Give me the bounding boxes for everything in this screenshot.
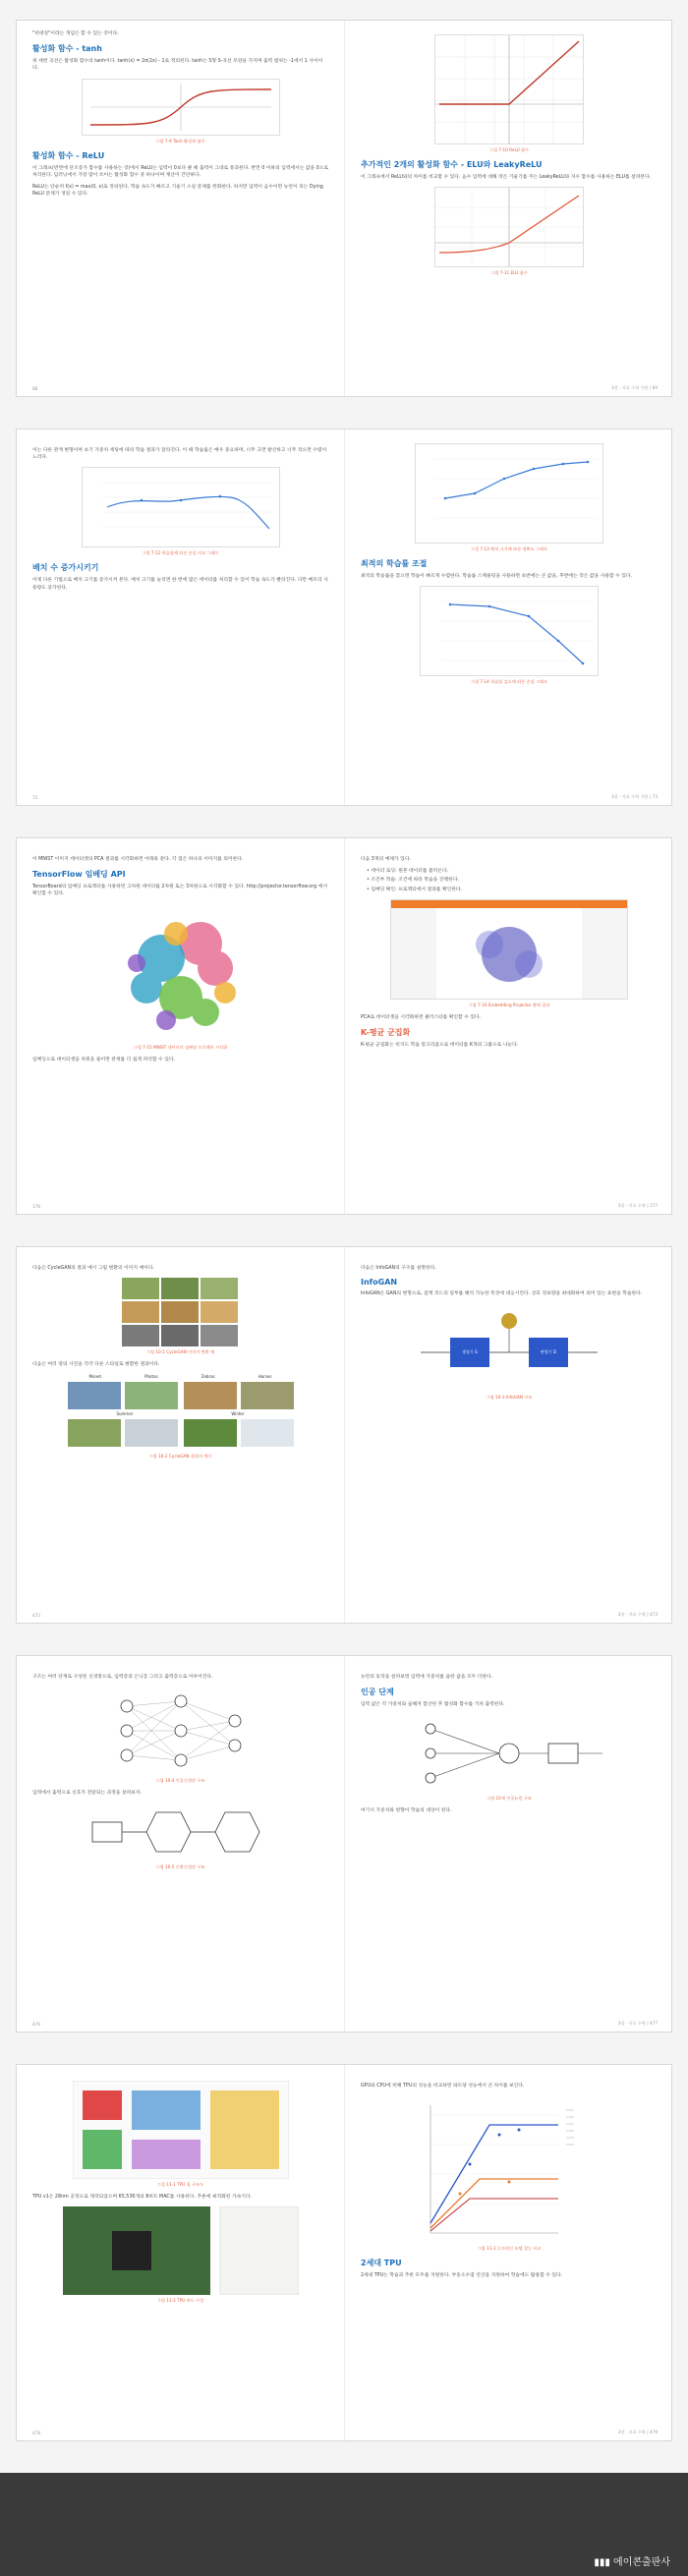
- example-labels-row: [68, 1411, 294, 1416]
- spread-3: [16, 837, 672, 1215]
- cyclegan-grid-figure: [122, 1278, 240, 1346]
- caption: 그림 10-3 InfoGAN 구조: [486, 1395, 533, 1401]
- tanh-chart: [83, 80, 279, 135]
- paragraph: 뉴런의 동작을 살펴보면 입력에 가중치를 곱한 값을 모두 더한다.: [361, 1675, 493, 1680]
- paragraph: 구조는 여러 단계로 구성된 신경망으로, 입력층과 은닉층 그리고 출력층으로 이루어진다.: [32, 1675, 213, 1680]
- caption: 그림 7-10 ReLU 함수: [488, 147, 530, 152]
- paragraph: ReLU는 단순히 f(x) = max(0, x)로 정의된다. 학습 속도가 빠르고 기울기 소실 문제를 완화한다. 하지만 입력이 음수이면 뉴런이 죽는 Dying ReLU 문제가 생길 수 있다.: [32, 185, 323, 198]
- loss-figure: [82, 467, 280, 547]
- publisher-logo: [594, 2553, 670, 2568]
- heading-lr: 최적의 학습률 조절: [361, 559, 428, 568]
- roofline-figure: [411, 2095, 607, 2243]
- heading-kmeans: K-평균 군집화: [361, 1028, 411, 1038]
- paragraph: 2세대 TPU는 학습과 추론 모두를 지원한다. 부동소수점 연산을 지원하여 학습에도 활용할 수 있다.: [361, 2273, 563, 2279]
- paragraph: 다음은 여러 장의 사진을 각각 다른 스타일로 변환한 결과이다.: [32, 1362, 160, 1368]
- discriminator-box-label: 판별기 D: [541, 1349, 556, 1355]
- heading-batch: 배치 수 증가시키기: [32, 563, 99, 573]
- bullet-item: • 임베딩 확인: 프로젝터에서 결과를 확인한다.: [367, 887, 463, 892]
- caption: 그림 7-13 배치 크기에 따른 정확도 그래프: [470, 546, 548, 551]
- paragraph: TensorBoard의 임베딩 프로젝터를 사용하면 고차원 데이터를 2차원 또는 3차원으로 시각화할 수 있다. http://projector.tensorflow.org 에서 확인할 수 있다.: [32, 885, 327, 897]
- paragraph: 다음은 CycleGAN의 결과 예시 그림 변환의 이미지 예이다.: [32, 1266, 154, 1271]
- paragraph: 이 MNIST 이미지 데이터셋의 PCA 결과를 시각화하면 아래와 같다. 각 점은 하나의 이미지를 의미한다.: [32, 857, 244, 862]
- page-69: [345, 21, 673, 396]
- paragraph: InfoGAN은 GAN의 변형으로, 잠재 코드의 일부를 해석 가능한 특징에 대응시킨다. 상호 정보량을 최대화하여 의미 있는 표현을 학습한다.: [361, 1291, 643, 1297]
- spread-1: [16, 20, 672, 397]
- paragraph: K-평균 군집화는 비지도 학습 알고리즘으로 데이터를 K개의 그룹으로 나눈다.: [361, 1043, 519, 1049]
- caption: 그림 7-12 학습률에 따른 손실 비교 그래프: [142, 550, 219, 556]
- caption: 그림 11-1 TPU 칩 구조도: [156, 2182, 204, 2187]
- example-labels-row: [68, 1374, 294, 1379]
- page-68: [17, 21, 345, 396]
- footer-bar: [0, 2473, 688, 2576]
- page-number: 3장 · 자료 수학 | 177: [617, 1203, 658, 1208]
- bullet-item: • 조건부 학습: 조건에 따라 학습을 진행한다.: [367, 878, 459, 884]
- caption: 그림 7-15 MNIST 데이터의 임베딩 프로젝터 시각화: [133, 1044, 228, 1050]
- page-473: [345, 1247, 673, 1623]
- caption: 그림 10-4 인공신경망 구조: [155, 1778, 205, 1784]
- page-number: 72: [32, 795, 38, 800]
- paragraph: 이 그래프에서 ReLU와의 차이를 비교할 수 있다. 음수 입력에 대해 작은 기울기를 주는 LeakyReLU와 지수 함수를 사용하는 ELU를 살펴본다.: [361, 175, 652, 180]
- page-472: [17, 1247, 345, 1623]
- projector-ui: [391, 900, 627, 999]
- paragraph: TPU v1은 28nm 공정으로 제작되었으며 65,536개의 8비트 MAC를 사용한다. 추론에 최적화된 가속기다.: [32, 2195, 253, 2200]
- example-label: Summer: [116, 1411, 134, 1417]
- caption: 그림 11-2 TPU 보드 구성: [156, 2298, 204, 2304]
- paragraph: 다음은 InfoGAN의 구조를 설명한다.: [361, 1266, 436, 1271]
- caption: 그림 7-11 ELU 함수: [490, 270, 528, 276]
- page-72: [17, 429, 345, 805]
- tpu-block-diagram: [73, 2081, 289, 2179]
- page-number: 476: [32, 2022, 40, 2027]
- relu-chart: [435, 35, 583, 143]
- roofline-chart: [411, 2095, 607, 2243]
- infogan-diagram: [411, 1303, 607, 1392]
- paragraph: 위 세번 곡선은 활성화 함수의 tanh이다. tanh(x) = 2σ(2x) - 1로 정의된다. tanh는 S형 S-곡선 모양을 가지며 출력 범위는 -1에서 1 사이이다.: [32, 59, 323, 72]
- example-label: Horses: [258, 1374, 272, 1380]
- paragraph: GPU와 CPU에 비해 TPU의 성능을 비교하면 와트당 성능에서 큰 차이를 보인다.: [361, 2084, 525, 2089]
- neural-net-svg: [107, 1687, 255, 1775]
- page-479: [345, 2065, 673, 2440]
- page-number: 3장 · 자료 수학 | 473: [617, 1612, 658, 1617]
- paragraph: 입력 값은 각 가중치와 곱해져 합산된 후 활성화 함수를 거쳐 출력된다.: [361, 1702, 505, 1708]
- tpu-board-svg: [63, 2206, 299, 2295]
- neuron-diagram: [411, 1714, 607, 1793]
- heading-tpu2: 2세대 TPU: [361, 2259, 402, 2268]
- relu-figure: [434, 34, 584, 144]
- tpu-board-figure: [63, 2206, 299, 2295]
- heading-neuron: 인공 단계: [361, 1688, 394, 1697]
- page-number: 68: [32, 386, 38, 391]
- bullet-text: 임베딩 확인: 프로젝터에서 결과를 확인한다.: [371, 887, 463, 892]
- cyclegan-examples-figure: [68, 1374, 294, 1451]
- paragraph: 이제 다른 기법으로 배치 크기를 증가시켜 본다. 배치 크기를 늘리면 한 번에 많은 데이터를 처리할 수 있어 학습 속도가 빨라진다. 다만 메모리 사용량도 증가한다.: [32, 578, 328, 591]
- page-177: [345, 838, 673, 1214]
- page-number: 3장 · 자료 수학 | 477: [617, 2021, 658, 2026]
- caption: 그림 7-9 Tanh 활성화 함수: [155, 138, 205, 143]
- publisher-name: 에이콘출판사: [613, 2557, 670, 2568]
- heading-infogan: InfoGAN: [361, 1278, 398, 1288]
- heading-relu: 활성화 함수 - ReLU: [32, 150, 105, 160]
- lr-figure: [420, 586, 599, 676]
- page-number: 3장 · 자료 수학 | 479: [617, 2430, 658, 2434]
- rnn-diagram: [83, 1803, 279, 1861]
- paragraph: 임베딩으로 데이터셋을 차원을 줄이면 관계를 더 쉽게 파악할 수 있다.: [32, 1057, 175, 1062]
- page-number: 472: [32, 1613, 40, 1618]
- heading-tf-embedding: TensorFlow 임베딩 API: [32, 870, 126, 880]
- caption: 그림 10-5 순환신경망 구조: [155, 1864, 205, 1870]
- projector-screenshot: [390, 899, 628, 1000]
- neuron-svg: [411, 1714, 607, 1793]
- caption: 그림 10-6 인공뉴런 구조: [487, 1796, 532, 1802]
- page-477: [345, 1656, 673, 2032]
- intro-text: "비대칭"이라는 개념은 할 수 있는 것이다.: [32, 31, 119, 36]
- heading-tanh: 활성화 함수 - tanh: [32, 44, 102, 54]
- neural-net-diagram: [107, 1687, 255, 1775]
- caption: 그림 10-2 CycleGAN 결과의 예시: [148, 1454, 212, 1460]
- tpu-block-svg: [73, 2081, 289, 2179]
- embedding-cluster-figure: [107, 904, 255, 1042]
- paragraph: 이 그래프(반면에 단조증가 함수를 사용하는 것)에서 ReLU는 입력이 0보다 클 때 출력이 그대로 통과된다. 반면 0 이하의 입력에서는 값을 0으로 처리한다. 딥러닝에서 가장 많이 쓰이는 활성화 함수 중 하나이며 계산이 간단하다.: [32, 165, 329, 178]
- caption: 그림 11-3 루프라인 모델 성능 비교: [477, 2246, 542, 2252]
- paragraph: 최적의 학습률을 찾으면 학습이 빠르게 수렴한다. 학습률 스케줄링을 사용하면 초반에는 큰 값을, 후반에는 작은 값을 사용할 수 있다.: [361, 574, 633, 579]
- cyclegan-grid: [122, 1278, 240, 1346]
- caption: 그림 10-1 CycleGAN 이미지 변환 예: [145, 1349, 215, 1355]
- loss-chart: [83, 468, 279, 546]
- spread-4: [16, 1246, 672, 1624]
- spread-2: [16, 429, 672, 806]
- caption: 그림 7-16 Embedding Projector 출력 결과: [468, 1002, 550, 1007]
- elu-chart: [435, 188, 583, 266]
- example-label: Photos: [144, 1374, 158, 1380]
- paragraph: 여기서 가중치와 편향이 학습의 대상이 된다.: [361, 1808, 452, 1814]
- caption: 그림 7-14 학습률 감소에 따른 손실 그래프: [470, 679, 548, 685]
- embedding-cluster-plot: [107, 904, 255, 1042]
- paragraph: 이는 다른 관계 변형이며 초기 가중치 세팅에 따라 학습 결과가 달라진다. 이 때 학습률은 매우 중요하며, 너무 크면 발산하고 너무 작으면 수렴이 느리다.: [32, 448, 327, 461]
- tanh-figure: [82, 79, 280, 136]
- heading-elu: 추가적인 2개의 활성화 함수 - ELU와 LeakyReLU: [361, 160, 543, 169]
- rnn-svg: [83, 1803, 279, 1861]
- accuracy-figure: [415, 443, 603, 544]
- bullet-text: 조건부 학습: 조건에 따라 학습을 진행한다.: [371, 878, 459, 884]
- infogan-svg: [411, 1303, 607, 1392]
- elu-figure: [434, 187, 584, 267]
- accuracy-chart: [416, 444, 602, 543]
- page-number: 3장 · 자료 수학 기본 | 73: [610, 794, 658, 799]
- spread-6: [16, 2064, 672, 2441]
- generator-box-label: 생성기 G: [462, 1349, 478, 1355]
- page-478: [17, 2065, 345, 2440]
- example-label: Winter: [231, 1411, 245, 1417]
- page-number: 176: [32, 1204, 40, 1209]
- paragraph: PCA로 데이터셋을 시각화하면 클러스터를 확인할 수 있다.: [361, 1014, 482, 1020]
- bullet-item: • 데이터 로딩: 원본 데이터를 불러온다.: [367, 869, 449, 875]
- spread-5: [16, 1655, 672, 2032]
- page-476: [17, 1656, 345, 2032]
- page-73: [345, 429, 673, 805]
- example-label: Zebras: [201, 1374, 215, 1380]
- bullet-text: 데이터 로딩: 원본 데이터를 불러온다.: [371, 869, 449, 875]
- page-176: [17, 838, 345, 1214]
- page-number: 3장 · 자료 수학 기본 | 69: [610, 385, 658, 390]
- lr-chart: [421, 587, 598, 675]
- logo-icon: ▮▮▮: [594, 2557, 614, 2568]
- page-number: 478: [32, 2431, 40, 2435]
- paragraph: 입력에서 출력으로 신호가 전달되는 과정을 살펴보자.: [32, 1791, 143, 1797]
- example-label: Monet: [88, 1374, 102, 1380]
- paragraph: 다음 3개의 예제가 있다.: [361, 857, 411, 862]
